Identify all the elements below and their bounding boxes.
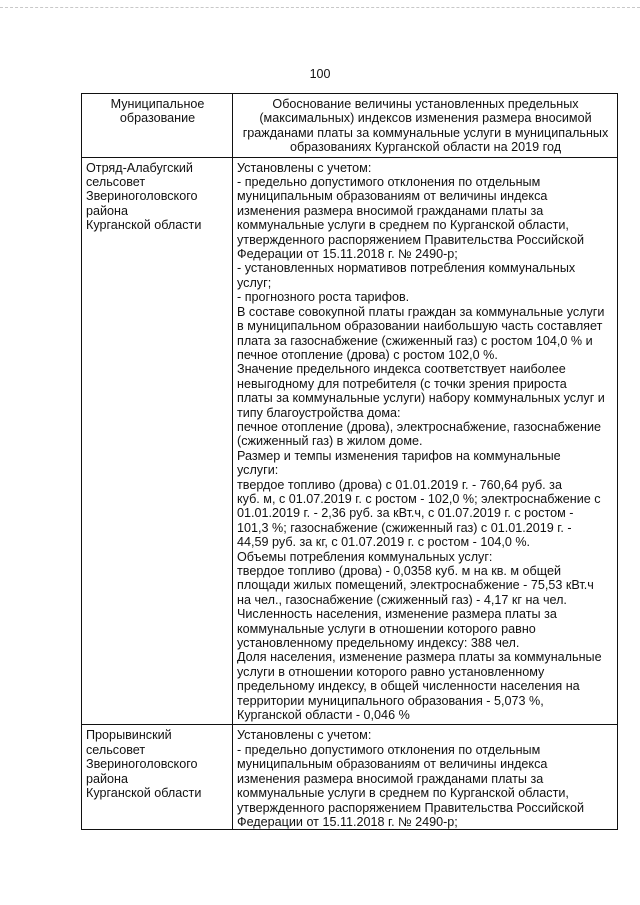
justification-line: куб. м, с 01.07.2019 г. с ростом - 102,0 %; электроснабжение с [237,491,601,506]
justification-line: территории муниципального образования - 5,073 %, [237,693,544,708]
justification-line: услуги в отношении которого равно установленному [237,664,545,679]
justification-line: утвержденного распоряжением Правительства Российской [237,232,585,247]
justification-line: коммунальные услуги в среднем по Курганской области, [237,786,569,801]
justification-line: изменения размера вносимой гражданами платы за [237,203,544,218]
justification-line: твердое топливо (дрова) - 0,0358 куб. м на кв. м общей [237,564,562,578]
justification-line: Федерации от 15.11.2018 г. № 2490-р; [237,247,458,262]
scan-artifact-line [0,7,640,8]
justification-line: в муниципальном образовании наибольшую часть составляет [237,319,603,334]
header-justification-line: образованиях Курганской области на 2019 год [289,140,562,155]
municipal-index-table [81,93,618,830]
header-justification-cell [233,94,618,158]
justification-line: (сжиженный газ) в жилом доме. [237,434,423,449]
header-municipality-cell [82,94,233,158]
justification-line: Доля населения, изменение размера платы за коммунальные [237,650,602,665]
justification-line: утвержденного распоряжением Правительства Российской [237,800,585,815]
justification-line: 44,59 руб. за кг, с 01.07.2019 г. с ростом - 104,0 %. [237,535,531,550]
justification-line: площади жилых помещений, электроснабжение - 75,53 кВт.ч [237,578,594,593]
justification-line: невыгодному для потребителя (с точки зрения прироста [237,376,567,391]
justification-line: Размер и темпы изменения тарифов на коммунальные [237,448,561,463]
justification-line: В составе совокупной платы граждан за коммунальные услуги [237,304,605,319]
table-header-row [82,94,618,158]
municipality-line: сельсовет [86,175,146,190]
justification-line: типу благоустройства дома: [237,405,401,420]
municipality-cell [82,157,233,725]
municipality-line: Отряд-Алабугский [86,160,193,175]
municipality-line: Звериноголовского [86,189,198,204]
justification-line: плата за газоснабжение (сжиженный газ) с ростом 104,0 % и [237,333,593,348]
municipality-line: района [86,203,129,218]
municipality-line: Прорывинский [86,728,172,743]
header-municipality-line: образование [119,111,196,126]
justification-line: муниципальным образованиям от величины индекса [237,757,548,772]
justification-line: 01.01.2019 г. - 2,36 руб. за кВт.ч, с 01.07.2019 г. с ростом - [237,506,574,521]
header-municipality-line: Муниципальное [110,97,205,111]
justification-line: услуги: [237,463,279,478]
justification-line: изменения размера вносимой гражданами платы за [237,771,544,786]
justification-line: - предельно допустимого отклонения по отдельным [237,175,541,190]
justification-line: коммунальные услуги в среднем по Курганской области, [237,218,569,233]
justification-line: установленному предельному индексу: 388 чел. [237,636,520,651]
justification-line: муниципальным образованиям от величины индекса [237,189,548,204]
justification-line: Установлены с учетом: [237,728,372,743]
justification-line: твердое топливо (дрова) с 01.01.2019 г. - 760,64 руб. за [237,477,562,492]
table-row [82,157,618,725]
municipality-line: района [86,771,129,786]
justification-line: - предельно допустимого отклонения по отдельным [237,742,541,757]
justification-line: - установленных нормативов потребления коммунальных [237,261,576,276]
municipality-cell [82,725,233,830]
justification-cell [233,725,618,830]
municipality-line: Курганской области [86,786,202,801]
header-justification-line: гражданами платы за коммунальные услуги в муниципальных [242,125,609,140]
justification-line: Численность населения, изменение размера платы за [237,607,557,622]
table-row [82,725,618,830]
justification-line: услуг; [237,275,272,290]
justification-line: Установлены с учетом: [237,160,372,175]
justification-cell [233,157,618,725]
justification-line: платы за коммунальные услуги) набору коммунальных услуг и [237,391,605,406]
header-justification-line: Обоснование величины установленных предельных [272,97,579,111]
justification-line: предельному индексу, в общей численности населения на [237,679,580,694]
municipality-line: Курганской области [86,218,202,233]
municipality-line: сельсовет [86,742,146,757]
justification-line: печное отопление (дрова), электроснабжение, газоснабжение [237,419,601,434]
justification-line: - прогнозного роста тарифов. [237,290,410,305]
justification-line: Федерации от 15.11.2018 г. № 2490-р; [237,814,458,829]
justification-line: Курганской области - 0,046 % [237,708,410,723]
municipality-line: Звериноголовского [86,757,198,772]
justification-line: Объемы потребления коммунальных услуг: [237,549,493,564]
justification-line: на чел., газоснабжение (сжиженный газ) - 4,17 кг на чел. [237,592,567,607]
justification-line: 101,3 %; газоснабжение (сжиженный газ) с 01.01.2019 г. - [237,520,572,535]
page-number: 100 [309,67,331,81]
header-justification-line: (максимальных) индексов изменения размера вносимой [259,111,592,126]
justification-line: печное отопление (дрова) с ростом 102,0 %. [237,347,498,362]
justification-line: коммунальные услуги в отношении которого равно [237,621,536,636]
justification-line: Значение предельного индекса соответствует наиболее [237,362,566,377]
